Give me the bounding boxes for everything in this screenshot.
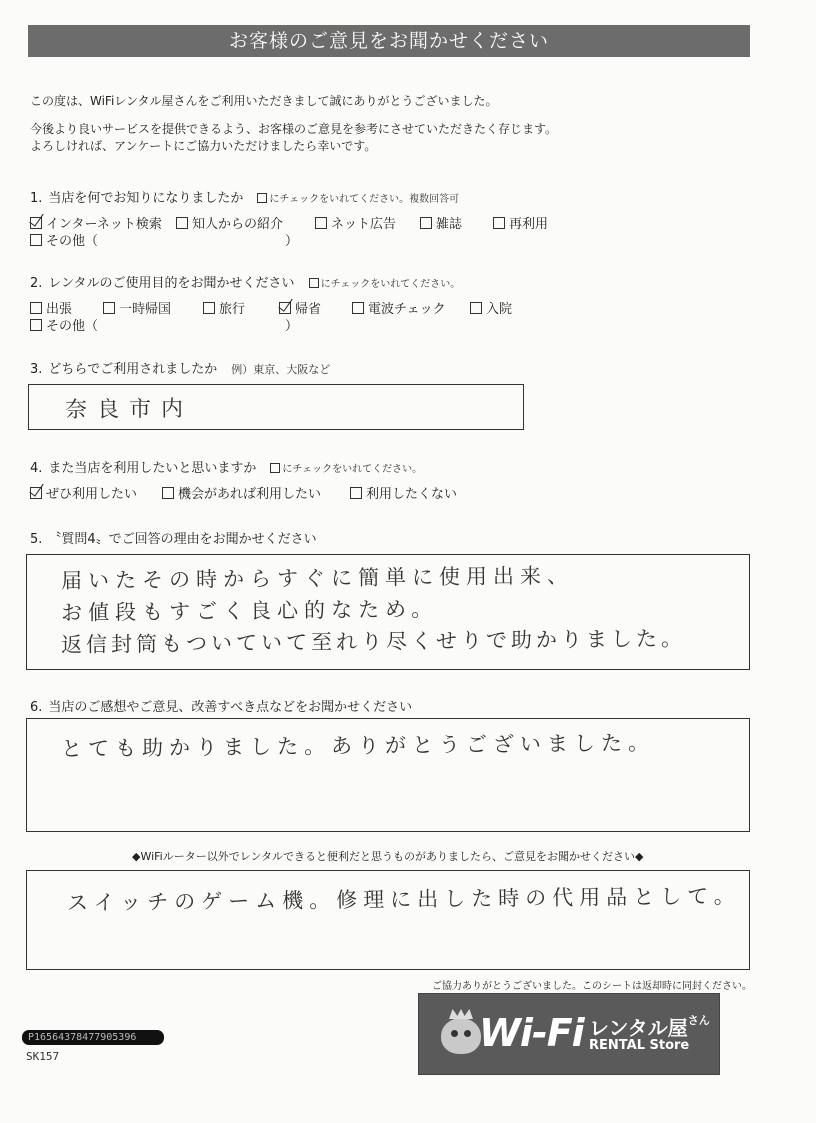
- q6-answer-text: とても助かりました。ありがとうございました。: [60, 730, 656, 761]
- logo-wifi-text: Wi-Fi: [479, 1011, 584, 1055]
- checkbox-icon[interactable]: [30, 302, 42, 314]
- question-text: また当店を利用したいと思いますか: [48, 461, 257, 476]
- checkbox-checked-icon[interactable]: [30, 217, 42, 229]
- q2-option-signal-check[interactable]: 電波チェック: [352, 298, 446, 317]
- checkbox-icon[interactable]: [350, 487, 362, 499]
- q5-answer-line-3: 返信封筒もついていて至れり尽くせりで助かりました。: [60, 626, 687, 657]
- question-number: 4.: [30, 461, 43, 476]
- question-1: [30, 187, 459, 206]
- wifi-rental-logo: [418, 993, 720, 1075]
- q4-option-if-chance[interactable]: 機会があれば利用したい: [162, 483, 321, 502]
- q2-option-temporary-return[interactable]: 一時帰国: [103, 298, 171, 317]
- serial-number-strip: P16564378477905396: [22, 1030, 164, 1045]
- checkbox-icon[interactable]: [162, 487, 174, 499]
- q2-option-hospital[interactable]: 入院: [470, 298, 512, 317]
- mascot-icon: [441, 1018, 481, 1054]
- checkbox-icon[interactable]: [30, 319, 42, 331]
- question-text: どちらでご利用されましたか: [48, 362, 218, 377]
- sheet-code: SK157: [26, 1050, 60, 1063]
- logo-store-text: RENTAL Store: [589, 1038, 690, 1053]
- checkbox-icon[interactable]: [203, 302, 215, 314]
- question-note: にチェックをいれてください。: [309, 279, 461, 290]
- checkbox-icon[interactable]: [493, 217, 505, 229]
- question-3: [30, 358, 330, 377]
- question-number: 3.: [30, 362, 43, 377]
- question-number: 6.: [30, 700, 43, 715]
- question-example: 例）東京、大阪など: [231, 363, 331, 376]
- q5-answer-line-1: 届いたその時からすぐに簡単に使用出来、: [60, 563, 575, 593]
- question-note: にチェックをいれてください。: [270, 464, 422, 475]
- return-instructions: ご協力ありがとうございました。このシートは返却時に同封ください。: [432, 981, 752, 992]
- q7-answer-text: スイッチのゲーム機。修理に出した時の代用品として。: [66, 883, 741, 915]
- checkbox-icon[interactable]: [352, 302, 364, 314]
- checkbox-icon: [257, 193, 267, 203]
- logo-rental-text: レンタル屋$^{さん}$: [589, 1014, 710, 1040]
- q4-option-definitely[interactable]: ぜひ利用したい: [30, 483, 137, 502]
- checkbox-icon[interactable]: [470, 302, 482, 314]
- q5-answer-line-2: お値段もすごく良心的なため。: [60, 597, 439, 625]
- q2-option-travel[interactable]: 旅行: [203, 298, 245, 317]
- q2-other-close: ）: [285, 319, 299, 334]
- checkbox-icon[interactable]: [420, 217, 432, 229]
- q6-answer-field[interactable]: [26, 718, 750, 832]
- question-number: 5.: [30, 532, 43, 547]
- question-4: [30, 457, 422, 476]
- checkbox-checked-icon[interactable]: [30, 487, 42, 499]
- question-text: 〝質問4〟でご回答の理由をお聞かせください: [48, 532, 317, 547]
- question-number: 1.: [30, 191, 43, 206]
- intro-line-3: よろしければ、アンケートにご協力いただけましたら幸いです。: [30, 139, 377, 153]
- q2-option-other[interactable]: その他（: [30, 315, 98, 334]
- q1-option-referral[interactable]: 知人からの紹介: [176, 213, 283, 232]
- q7-answer-field[interactable]: [26, 870, 750, 970]
- q2-option-business[interactable]: 出張: [30, 298, 72, 317]
- question-text: 当店を何でお知りになりましたか: [48, 191, 244, 206]
- checkbox-icon[interactable]: [103, 302, 115, 314]
- q2-option-homecoming[interactable]: 帰省: [279, 298, 321, 317]
- q1-option-internet[interactable]: インターネット検索: [30, 213, 162, 232]
- checkbox-icon: [309, 278, 319, 288]
- intro-line-2: 今後より良いサービスを提供できるよう、お客様のご意見を参考にさせていただきたく存じます。: [30, 122, 558, 136]
- question-7: ◆WiFiルーター以外でレンタルできると便利だと思うものがありましたら、ご意見をお聞かせください◆: [132, 850, 644, 863]
- question-number: 2.: [30, 276, 43, 291]
- checkbox-checked-icon[interactable]: [279, 302, 291, 314]
- q1-other-close: ）: [285, 234, 299, 249]
- intro-line-1: この度は、WiFiレンタル屋さんをご利用いただきまして誠にありがとうございました。: [30, 94, 498, 108]
- checkbox-icon: [270, 463, 280, 473]
- q3-answer-field[interactable]: [28, 384, 524, 430]
- question-note: にチェックをいれてください。複数回答可: [257, 194, 459, 205]
- q3-answer-text: 奈良市内: [64, 396, 194, 423]
- form-title: お客様のご意見をお聞かせください: [28, 25, 750, 57]
- q1-option-other[interactable]: その他（: [30, 230, 98, 249]
- question-text: レンタルのご使用目的をお聞かせください: [48, 276, 295, 291]
- q1-option-magazine[interactable]: 雑誌: [420, 213, 462, 232]
- checkbox-icon[interactable]: [176, 217, 188, 229]
- checkbox-icon[interactable]: [30, 234, 42, 246]
- question-2: [30, 272, 460, 291]
- question-5: [30, 528, 317, 547]
- checkbox-icon[interactable]: [315, 217, 327, 229]
- q1-option-reuse[interactable]: 再利用: [493, 213, 548, 232]
- q5-answer-field[interactable]: [26, 554, 750, 670]
- q1-option-net-ad[interactable]: ネット広告: [315, 213, 396, 232]
- q4-option-no[interactable]: 利用したくない: [350, 483, 457, 502]
- question-text: 当店のご感想やご意見、改善すべき点などをお聞かせください: [48, 700, 413, 715]
- question-6: [30, 696, 412, 715]
